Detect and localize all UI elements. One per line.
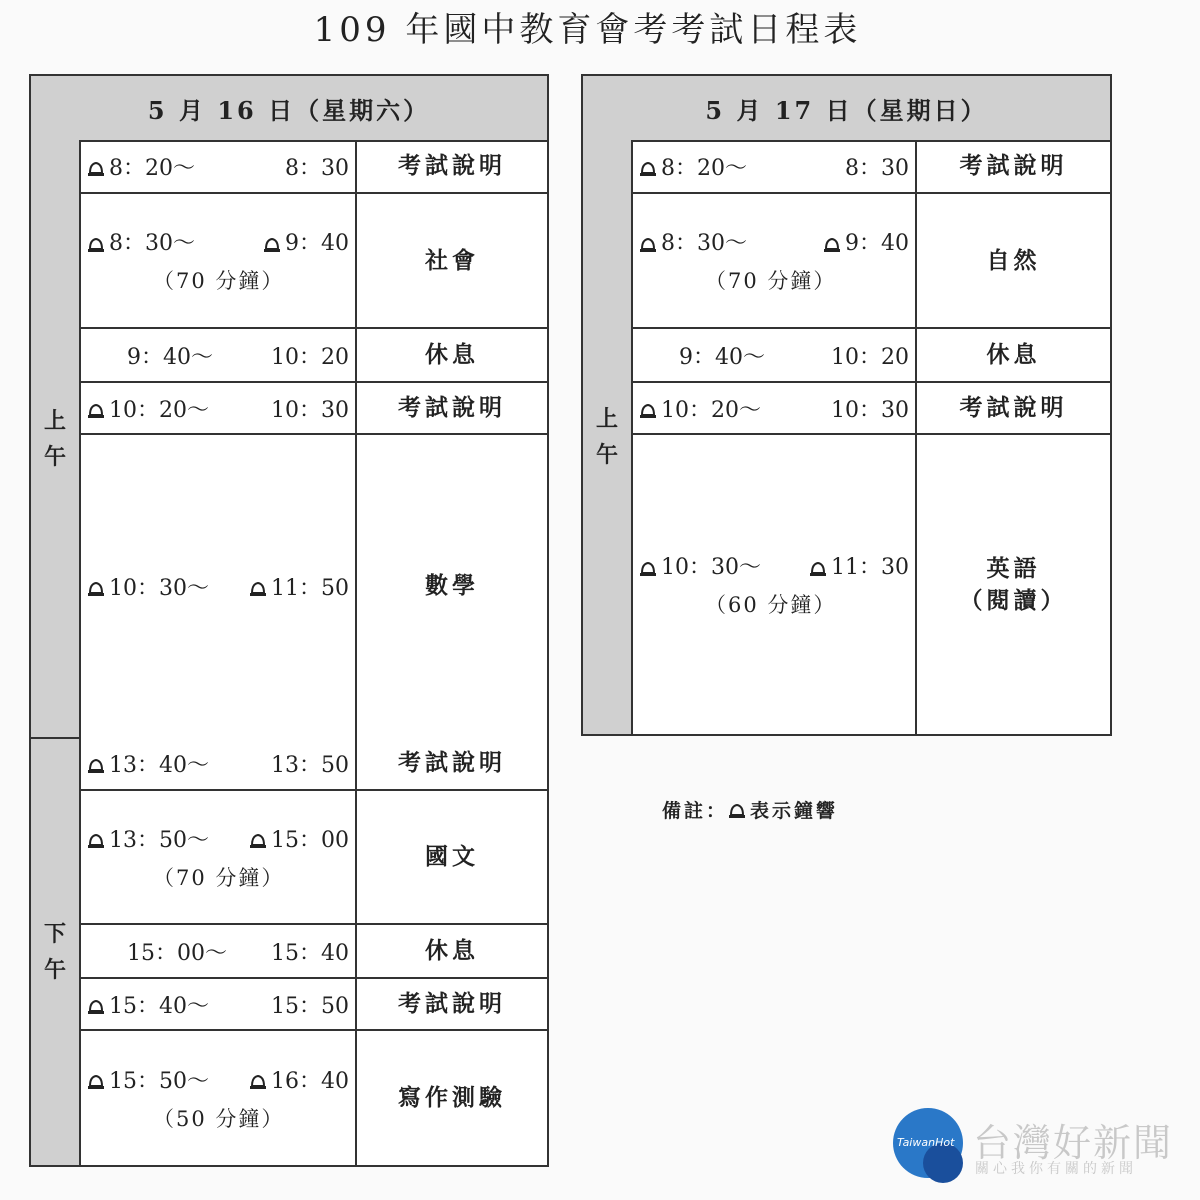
subject-label: 休息: [425, 937, 479, 964]
start-time: 15：40～: [109, 993, 209, 1019]
start-time: 15：50～: [109, 1068, 209, 1094]
time-cell: [81, 140, 357, 192]
time-range: [87, 1064, 349, 1095]
start-time-group: [87, 936, 227, 967]
time-cell: [81, 329, 357, 381]
time-range: [639, 226, 909, 257]
schedule-table-day1: [29, 74, 549, 1167]
table-row: [633, 192, 1110, 327]
end-time-group: [249, 571, 349, 602]
time-range: [87, 936, 349, 967]
table-row: [633, 327, 1110, 381]
start-time-group: [639, 340, 765, 371]
bell-icon: [249, 830, 267, 846]
subject-cell: [357, 791, 547, 923]
time-range: [87, 226, 349, 257]
start-time: 10：20～: [109, 397, 209, 423]
start-time-group: [87, 823, 209, 854]
end-time: 8：30: [845, 155, 909, 181]
time-cell: [633, 329, 917, 381]
time-cell: [81, 194, 357, 327]
period-char: 午: [43, 957, 66, 983]
end-time: 15：00: [271, 827, 349, 853]
start-time-group: [87, 748, 209, 779]
bell-icon: [249, 578, 267, 594]
subject-label: 考試說明: [398, 749, 506, 776]
start-time: 10：30～: [661, 555, 761, 580]
table-row: [81, 327, 547, 381]
watermark-slogan: 關心我你有關的新聞: [975, 1161, 1137, 1177]
start-time: 13：40～: [109, 752, 209, 778]
start-time-group: [87, 340, 213, 371]
subject-label: 社會: [425, 246, 479, 274]
subject-cell: [917, 140, 1110, 192]
time-range: [87, 571, 349, 602]
bell-icon: [639, 158, 657, 174]
time-range: [87, 989, 349, 1020]
period-label-morning: [583, 140, 633, 734]
time-range: [639, 393, 909, 424]
end-time-group: [271, 989, 349, 1020]
start-time: 8：20～: [661, 155, 747, 181]
start-time-group: [639, 151, 747, 182]
table-row: [81, 433, 547, 737]
time-cell: [633, 194, 917, 327]
start-time: 13：50～: [109, 827, 209, 853]
subject-cell: [357, 925, 547, 977]
end-time-group: [285, 151, 349, 182]
bell-icon: [87, 1071, 105, 1087]
period-label-morning: [31, 140, 81, 737]
subject-cell: [357, 1031, 547, 1165]
period-char: 下: [43, 921, 66, 947]
end-time: 11：50: [271, 575, 349, 601]
subject-label: 考試說明: [959, 394, 1068, 421]
table-header-day1: 5 月 16 日（星期六）: [31, 76, 547, 142]
end-time-group: [271, 393, 349, 424]
table-row: [633, 433, 1110, 734]
subject-cell: [917, 383, 1110, 433]
end-time: 15：50: [271, 993, 349, 1019]
end-time-group: [809, 550, 909, 581]
start-time-group: [639, 393, 761, 424]
duration-label: （50 分鐘）: [153, 1106, 285, 1131]
time-range: [639, 340, 909, 371]
time-cell: [81, 737, 357, 789]
end-time: 16：40: [271, 1068, 349, 1094]
bell-icon: [87, 578, 105, 594]
subject-cell: [357, 737, 547, 789]
bell-icon: [87, 830, 105, 846]
end-time: 13：50: [271, 752, 349, 778]
start-time: 15：00～: [127, 940, 227, 966]
watermark: [893, 1108, 1183, 1188]
time-cell: [633, 435, 917, 734]
start-time: 9：40～: [127, 344, 213, 370]
bell-icon: [728, 802, 746, 818]
end-time-group: [271, 936, 349, 967]
start-time: 8：30～: [109, 231, 195, 256]
table-row: [81, 789, 547, 923]
time-cell: [81, 925, 357, 977]
start-time-group: [87, 571, 209, 602]
table-header-day2: 5 月 17 日（星期日）: [583, 76, 1110, 142]
watermark-logo-dot: [923, 1143, 963, 1183]
start-time: 8：20～: [109, 155, 195, 181]
bell-icon: [263, 234, 281, 250]
bell-icon: [809, 558, 827, 574]
period-char: 午: [595, 442, 618, 468]
bell-icon: [639, 558, 657, 574]
end-time: 11：30: [831, 555, 909, 580]
table-row: [81, 1029, 547, 1165]
bell-icon: [639, 400, 657, 416]
end-time: 10：30: [831, 397, 909, 423]
end-time: 8：30: [285, 155, 349, 181]
end-time: 9：40: [285, 231, 349, 256]
table-row: [81, 977, 547, 1029]
subject-cell: [357, 140, 547, 192]
period-char: 上: [595, 406, 618, 432]
subject-label: 休息: [986, 341, 1041, 368]
time-range: [87, 340, 349, 371]
period-label-afternoon: [31, 737, 81, 1165]
bell-icon: [87, 755, 105, 771]
end-time: 15：40: [271, 940, 349, 966]
duration-label: （70 分鐘）: [153, 865, 285, 890]
time-range: [87, 823, 349, 854]
bell-icon: [87, 400, 105, 416]
start-time-group: [87, 226, 195, 257]
subject-label: 考試說明: [398, 152, 506, 179]
time-range: [87, 393, 349, 424]
end-time-group: [823, 226, 909, 257]
bell-icon: [87, 158, 105, 174]
start-time: 10：20～: [661, 397, 761, 423]
footnote: [662, 796, 838, 823]
subject-label: （閱讀）: [959, 586, 1068, 614]
end-time-group: [831, 340, 909, 371]
note-text: 表示鐘響: [750, 800, 839, 822]
note-prefix: 備註：: [662, 800, 729, 822]
time-range: [639, 550, 909, 581]
subject-cell: [917, 194, 1110, 327]
subject-label: 考試說明: [398, 990, 506, 1017]
duration-label: （70 分鐘）: [153, 269, 285, 293]
subject-label: 休息: [425, 341, 479, 368]
end-time-group: [263, 226, 349, 257]
end-time: 10：30: [271, 397, 349, 423]
subject-label: 國文: [425, 843, 479, 870]
table-row: [81, 381, 547, 433]
time-cell: [81, 791, 357, 923]
subject-label: 考試說明: [398, 394, 506, 421]
subject-cell: [357, 435, 547, 737]
end-time-group: [249, 1064, 349, 1095]
period-char: 午: [43, 443, 66, 470]
time-cell: [633, 140, 917, 192]
end-time-group: [249, 823, 349, 854]
subject-cell: [357, 383, 547, 433]
bell-icon: [639, 234, 657, 250]
end-time-group: [271, 748, 349, 779]
subject-label: 數學: [425, 572, 479, 599]
start-time: 10：30～: [109, 575, 209, 601]
bell-icon: [87, 996, 105, 1012]
time-cell: [81, 435, 357, 737]
subject-cell: [357, 329, 547, 381]
duration-label: （70 分鐘）: [705, 269, 837, 293]
start-time-group: [87, 989, 209, 1020]
end-time: 9：40: [845, 231, 909, 256]
duration-label: （60 分鐘）: [705, 593, 837, 617]
period-char: 上: [43, 407, 66, 434]
start-time-group: [87, 151, 195, 182]
subject-cell: [917, 329, 1110, 381]
time-cell: [633, 383, 917, 433]
subject-label: 考試說明: [959, 152, 1068, 179]
subject-label: 英語: [986, 554, 1041, 582]
end-time-group: [271, 340, 349, 371]
start-time-group: [639, 226, 747, 257]
subject-label: 寫作測驗: [398, 1084, 506, 1111]
table-row: [81, 140, 547, 192]
subject-cell: [357, 979, 547, 1029]
time-cell: [81, 1031, 357, 1165]
schedule-table-day2: [581, 74, 1112, 736]
subject-cell: [917, 435, 1110, 734]
subject-cell: [357, 194, 547, 327]
page-title: 109 年國中教育會考考試日程表: [313, 10, 862, 50]
bell-icon: [87, 234, 105, 250]
time-cell: [81, 383, 357, 433]
start-time: 8：30～: [661, 231, 747, 256]
time-range: [87, 748, 349, 779]
subject-label: 自然: [986, 246, 1041, 274]
table-row: [81, 923, 547, 977]
start-time-group: [87, 393, 209, 424]
watermark-logo-text: TaiwanHot: [897, 1136, 955, 1149]
table-row: [81, 737, 547, 789]
time-cell: [81, 979, 357, 1029]
start-time-group: [639, 550, 761, 581]
end-time-group: [845, 151, 909, 182]
end-time-group: [831, 393, 909, 424]
start-time-group: [87, 1064, 209, 1095]
table-row: [633, 381, 1110, 433]
time-range: [87, 151, 349, 182]
bell-icon: [823, 234, 841, 250]
table-row: [81, 192, 547, 327]
end-time: 10：20: [271, 344, 349, 370]
table-row: [633, 140, 1110, 192]
watermark-name: 台灣好新聞: [973, 1121, 1174, 1165]
end-time: 10：20: [831, 344, 909, 370]
bell-icon: [249, 1071, 267, 1087]
start-time: 9：40～: [679, 344, 765, 370]
time-range: [639, 151, 909, 182]
